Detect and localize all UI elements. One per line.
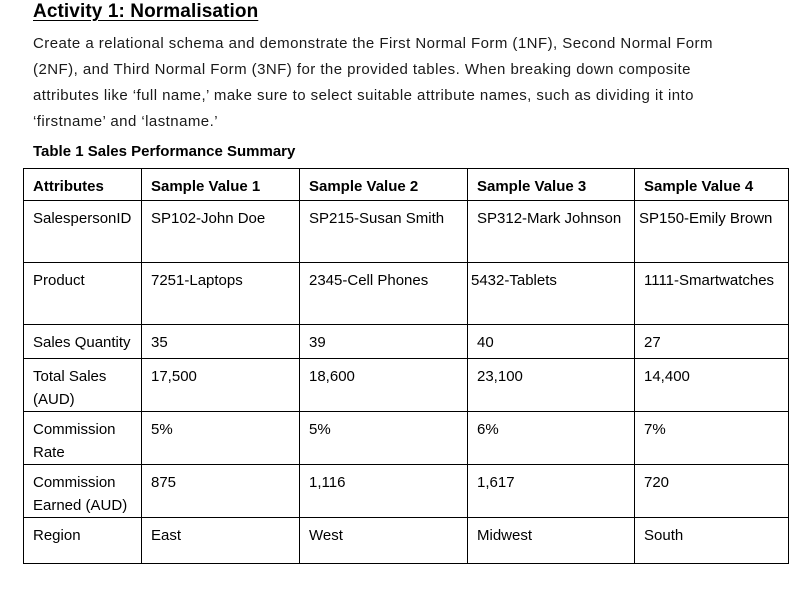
value-cell: 1,116 (300, 465, 468, 518)
table-row (24, 518, 789, 564)
value-cell: South (635, 518, 789, 564)
attribute-cell: SalespersonID (24, 201, 142, 263)
attribute-cell: Total Sales (AUD) (24, 359, 142, 412)
value-cell: 18,600 (300, 359, 468, 412)
value-cell: SP102-John Doe (142, 201, 300, 263)
value-cell: 35 (142, 325, 300, 359)
attribute-cell: Commission Rate (24, 412, 142, 465)
attribute-cell: Region (24, 518, 142, 564)
value-cell: 875 (142, 465, 300, 518)
value-cell: SP150-Emily Brown (635, 201, 789, 263)
value-cell: SP312-Mark Johnson (468, 201, 635, 263)
table-row (24, 465, 789, 518)
value-cell: 6% (468, 412, 635, 465)
value-cell: 14,400 (635, 359, 789, 412)
value-cell: 40 (468, 325, 635, 359)
header-cell: Sample Value 1 (142, 169, 300, 201)
header-cell: Attributes (24, 169, 142, 201)
attribute-cell: Product (24, 263, 142, 325)
value-cell: East (142, 518, 300, 564)
table-row (24, 325, 789, 359)
value-cell: 5% (142, 412, 300, 465)
value-cell: 5432-Tablets (468, 263, 635, 325)
table-row (24, 412, 789, 465)
header-cell: Sample Value 2 (300, 169, 468, 201)
table-caption: Table 1 Sales Performance Summary (33, 143, 296, 160)
value-cell: 1,617 (468, 465, 635, 518)
value-cell: Midwest (468, 518, 635, 564)
attribute-cell: Sales Quantity (24, 325, 142, 359)
table-row (24, 263, 789, 325)
table-header-row (24, 169, 789, 201)
value-cell: SP215-Susan Smith (300, 201, 468, 263)
instructions-paragraph: Create a relational schema and demonstrate the First Normal Form (1NF), Second Normal Form (2NF), and Third Normal Form (3NF) for the provided tables. When breaking down composite attributes like ‘full name,’ make sure to select suitable attribute names, such as dividing it into ‘firstname’ and ‘lastname.’ (33, 35, 713, 130)
header-cell: Sample Value 4 (635, 169, 789, 201)
value-cell: 2345-Cell Phones (300, 263, 468, 325)
table-row (24, 201, 789, 263)
value-cell: West (300, 518, 468, 564)
attribute-cell: Commission Earned (AUD) (24, 465, 142, 518)
value-cell: 1111-Smartwatches (635, 263, 789, 325)
value-cell: 7251-Laptops (142, 263, 300, 325)
table-row (24, 359, 789, 412)
value-cell: 7% (635, 412, 789, 465)
activity-heading: Activity 1: Normalisation (33, 1, 259, 22)
value-cell: 27 (635, 325, 789, 359)
sales-performance-table (23, 168, 789, 564)
header-cell: Sample Value 3 (468, 169, 635, 201)
value-cell: 5% (300, 412, 468, 465)
value-cell: 720 (635, 465, 789, 518)
value-cell: 39 (300, 325, 468, 359)
value-cell: 17,500 (142, 359, 300, 412)
value-cell: 23,100 (468, 359, 635, 412)
